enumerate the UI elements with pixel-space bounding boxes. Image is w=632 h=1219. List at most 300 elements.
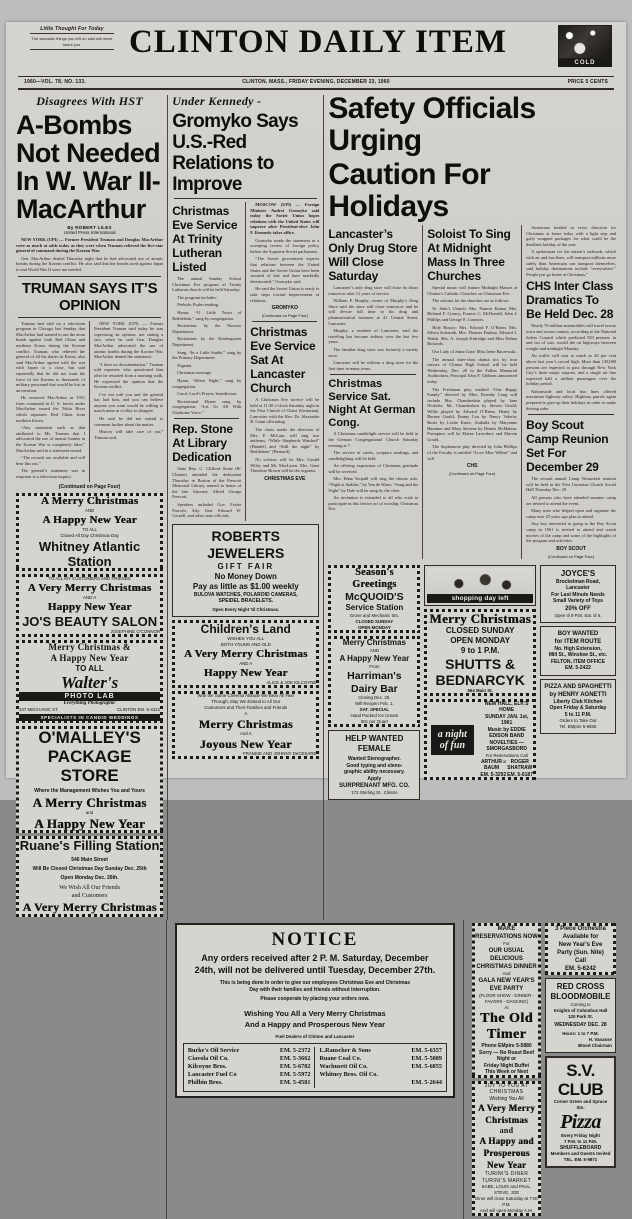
- col4-lede3: Nearly 76 million automobiles will travel across town and across country, according to the National Safety Council which predicted 550 persons, in and out of cars, would die on highways between tonight and midnight Monday.: [526, 323, 616, 351]
- oldtimer-line4: CHRISTMAS DINNER: [476, 964, 537, 971]
- col4-chs-headline: CHS Inter Class Dramatics To Be Held Dec. 28: [526, 279, 614, 322]
- svclub-pizza: Pizza: [560, 1110, 601, 1133]
- omalley-name1: O'MALLEY'S: [38, 728, 141, 748]
- newspaper-title: CLINTON DAILY ITEM: [128, 24, 508, 60]
- nof-line3: Music by EDDIE EDISON BAND: [487, 726, 526, 740]
- notice-line2: 24th, will not be delivered until Tuesday, December 27th.: [194, 965, 436, 976]
- fuel-dealers-left: [188, 1047, 311, 1088]
- orchestra-line5: Call: [575, 958, 587, 965]
- thought-title: Little Thought For Today: [40, 26, 104, 32]
- ad-3-piece-orchestra[interactable]: [545, 923, 616, 975]
- col4-scout-p1: The second annual Camp Wonackett reunion will be held in the First Unitarian Church Social Hall Thursday Dec. 29.: [526, 476, 616, 493]
- newspaper-sheet: [6, 22, 626, 1214]
- harriman-line3: A Happy New Year: [339, 654, 410, 664]
- ad-harrimans-dairy-bar[interactable]: [328, 636, 420, 727]
- column-3-4: [328, 93, 616, 920]
- col4-lede1: Americans headed in every direction for Christmas at home today with a light step and gaily wrapped packages for what could be the deadliest holiday of the year.: [526, 225, 616, 247]
- col2-sub1-p2: The program includes:: [177, 294, 217, 300]
- walters-line2: A Happy New Year: [50, 652, 129, 663]
- fuel-dealers-right: [319, 1047, 442, 1088]
- col2-sub1-p12: Carol; Lord’s Prayer; benediction.: [177, 391, 238, 397]
- dealer-phone: EM. 5-6357: [411, 1046, 442, 1054]
- ad-night-of-fun[interactable]: [424, 699, 536, 781]
- help-line3: Wanted Stenographer.: [347, 756, 401, 763]
- table-row: [319, 1047, 442, 1055]
- col3-subb-p4: Holy Rosary: Mrs. Edward F. O’Brien, Mrs. Edwin Solomith, Mrs. Thomas Paulino, Edward J. Walsh, Mrs. A. Joseph Kittredge and Miss Delma Richards.: [427, 324, 518, 347]
- oldtimer-line5: And: [502, 971, 511, 977]
- decesare-line1: With the Same Cheerful Attitude We Bear All Year: [197, 692, 295, 698]
- col3-a-div: [330, 374, 416, 375]
- ad-fuel-dealers-notice[interactable]: [175, 923, 455, 1098]
- col4-chs-jump: CHS: [466, 463, 478, 470]
- ad-walters-photo-lab[interactable]: [16, 640, 163, 724]
- col2-sub3-p3: No soloists will be Mrs. Gerald Wiley and Mr. MacLaren. Mrs. Gene Theodore Brown will be the organist.: [250, 457, 320, 474]
- col3-suba-p5: Lancaster will be without a drug store for the first time in many years.: [328, 360, 419, 371]
- table-row: [188, 1079, 311, 1087]
- omalley-line4: A Happy New Year: [34, 815, 146, 831]
- col3-subc-body: [328, 431, 418, 512]
- walters-line3: TO ALL: [75, 663, 104, 673]
- col3-suba-p1: Lancaster’s only drug store will close its doors tomorrow after 11 years of service.: [328, 285, 419, 296]
- dealer-name: Philbin Bros.: [187, 1079, 223, 1087]
- oldtimer-line2: For: [503, 941, 510, 947]
- pizzaspag-line4: Open Friday & Saturday: [549, 705, 607, 712]
- dealer-phone: EM. 5-4581: [279, 1079, 311, 1087]
- night-of-fun-badge: [427, 725, 477, 755]
- col2-sub3-body: [250, 397, 319, 474]
- col1-kicker: Disagrees With HST: [36, 94, 143, 108]
- orchestra-line6[interactable]: EM. 5-6242: [565, 966, 597, 973]
- col4-chs-jump2: (Continued on Page Four): [449, 471, 496, 477]
- decesare-line3: Customers and Their Families and Friends: [204, 704, 288, 710]
- thought-divider-2: [30, 49, 114, 50]
- nof-phone1[interactable]: EM. 5-3292: [480, 771, 507, 778]
- oldtimer-name: The Old Timer: [480, 1011, 533, 1043]
- boywanted-line1: BOY WANTED: [557, 630, 599, 637]
- folio-volume: 1960—VOL. 78. NO. 133.: [24, 79, 86, 85]
- redcross-line4: Knights of Columbus Hall: [553, 1008, 608, 1014]
- nof-or: or: [502, 758, 507, 764]
- col2-right-stack: [250, 202, 319, 521]
- col2-moscow-p4: He said the Soviet Union is ready to take steps toward improvement of relations.: [250, 286, 320, 303]
- orchestra-line2: Available for: [562, 934, 599, 941]
- boywanted-line5: FELTON, ITEM OFFICE: [550, 658, 605, 665]
- col2-sub3-p2: The choir, under the direction of Mrs. F. McLain, will sing two anthems, “While Shepherds Watched” (Handel) and “Still the night” by Bethlehem” (Bernard).: [250, 427, 320, 455]
- pizzaspag-line6: Orders to Take Out: [559, 718, 597, 724]
- col2-sub1-p7: Song, “In a Little Stable,” sung by the Primary Department.: [172, 349, 242, 361]
- ruane-name: Ruane's Filling Station: [19, 837, 160, 853]
- col4-lede2: A spokesman for the nation’s railroads, which with air and bus lines, will transport millions more safely than Americans can transport themselves, said holiday destinations include “everywhere.” People just go home at Christmas.”: [526, 249, 616, 277]
- col4-lede-body2: [526, 323, 616, 411]
- col1-p2: Gen. MacArthur denied Thursday night that he had advocated use of atomic bombs during the Korean conflict. He also said that the bombs used against Japan to end World War II were not needed.: [16, 255, 164, 272]
- night-of-fun-badge-text: [431, 725, 474, 755]
- omalley-line1: Where the Management Wishes You and Yours: [34, 788, 145, 795]
- col1-p6: “Any statement such as that attributed to Mr. Truman that I advocated the use of atomic bombs in the Korean War is completely false,” MacArthur said in a statement issued.: [16, 425, 86, 453]
- mcquoid-name: McQUOID'S: [345, 590, 404, 603]
- jos-line1: TO ALL MY CUSTOMERS AND FRIENDS: [48, 575, 131, 581]
- harriman-line1: Merry Christmas: [342, 638, 406, 648]
- thought-body: The sarcastic things you left un said will never haunt you.: [31, 36, 113, 47]
- night-of-fun-copy: [480, 701, 533, 779]
- walters-logo: Walter's: [60, 672, 119, 692]
- col2-left-stack: [172, 202, 241, 521]
- col4-scout-jump: BOY SCOUT: [556, 545, 586, 552]
- col3-suba-body: [328, 285, 418, 371]
- dealer-name: Lancaster Fuel Co: [187, 1071, 237, 1079]
- svclub-line3: SHUFFLEBOARD: [559, 1144, 602, 1151]
- ad-stack-4: [540, 562, 616, 804]
- little-thought-box: [26, 26, 118, 52]
- col4-scout-body: [526, 476, 616, 544]
- jos-line4: Happy New Year: [47, 600, 132, 613]
- main-headline-line2: Caution For Holidays: [328, 158, 491, 223]
- childrens-line1: WISHES YOU ALL: [227, 635, 265, 641]
- omalley-line3: and: [85, 809, 94, 815]
- fuel-dealers-table: [183, 1043, 447, 1092]
- col4-chs-p3: The Sophomore play directed by John Phillips of the Faculty is entitled “Love Miss Wilbur” and will: [427, 444, 518, 461]
- col2-sub1-p6: Recitations by the Kindergarten Department.: [172, 336, 242, 347]
- nightfun-line1: a night: [437, 728, 467, 740]
- whitney-line3: A Happy New Year: [42, 513, 137, 526]
- help-line5: graphic ability necessary.: [343, 769, 405, 776]
- col1-body-left: [16, 321, 85, 482]
- walters-tagline: Everything Photographic: [63, 700, 116, 706]
- oldtimer-line7: (FLOOR SHOW - DINNER - FAVORS - DANCING): [479, 993, 534, 1005]
- col4-chs-p1: The annual inter-class drama tics by four classes of Clinton High School will be held Wednesday, Dec. 28 in the Fallon Memorial Auditorium, Principal John F. Gibbons announced today.: [427, 356, 518, 384]
- dealer-phone: EM. 5-5972: [279, 1071, 311, 1079]
- col1-divider-2: [18, 317, 161, 318]
- boywanted-line3: No. High Extension,: [554, 645, 602, 652]
- ad-mcquoids-service-station[interactable]: [328, 565, 420, 634]
- harriman-name2: Dairy Bar: [351, 682, 398, 695]
- col2-divider-3: [252, 321, 317, 322]
- col3-suba-headline: Lancaster’s Only Drug Store Will Close Saturday: [328, 227, 418, 283]
- nof-line4: NOVELTIES — SMORGASBORD: [486, 739, 527, 753]
- dealer-name: L.Rauscher & Sons: [319, 1046, 371, 1054]
- ruane-line3: We Wish All Our Friends: [59, 885, 121, 892]
- oldtimer-line1: MAKE RESERVATIONS NOW: [475, 926, 538, 941]
- harriman-line2: AND: [369, 648, 380, 654]
- ad-stack-3a: [328, 562, 420, 804]
- svclub-address: Corner Green and Spruce Sts.: [553, 1098, 608, 1110]
- whitney-line1: A Merry Christmas: [40, 494, 139, 507]
- col2-sub3-headline: Christmas Eve Service Sat At Lancaster Church: [250, 325, 316, 396]
- ad-pizza-and-spaghetti[interactable]: [540, 679, 616, 735]
- col2-moscow-p1: MOSCOW (UPI) — Foreign Minister Andrei Gromyko said today the Soviet Union hopes relations with the United States will improve after President-elect John F. Kennedy takes office.: [250, 202, 320, 235]
- ad-omalleys-package-store[interactable]: [16, 726, 163, 833]
- col3-subb-p3: St. John’s Church: Mrs. Francis Keane, Mrs. Richard F. Conroy, Francis C. McDonald, John J. Phillips and George E. Connors.: [427, 305, 518, 322]
- col2-sub2-p2: Speakers included Gov. Foster Furcolo, Atty. Gen. Edward W. Cornell, and other state officials.: [172, 502, 242, 519]
- ad-boy-wanted-item-route[interactable]: [540, 626, 616, 676]
- ruane-line1: Will Be Closed Christmas Day Sunday Dec. 25th: [32, 866, 147, 873]
- redcross-line1: RED CROSS: [556, 982, 605, 992]
- walters-line1: Merry Christmas &: [48, 641, 131, 652]
- col4-lede4: Air traffic will soar to much as 20 per cent above last year’s record high. More than 130,000 persons are expected to pass through New York City’s three major airports, and a single air line expected half a million passengers over the holiday period.: [526, 353, 616, 387]
- col2-sub1-body: [172, 276, 241, 415]
- ad-help-wanted-female[interactable]: [328, 730, 420, 800]
- harriman-line8: Hand Packed Ice Cream: [350, 713, 399, 719]
- oldtimer-line9[interactable]: Phone EMpire 5-5880: [481, 1043, 532, 1050]
- col3-subb-p5: Our Lady of Jasna Gora: Miss Irene Baczewski.: [432, 348, 517, 354]
- santa-illustration-icon: [427, 568, 533, 594]
- decesare-line6: And A: [239, 730, 252, 736]
- turini-line4: and: [499, 1126, 514, 1136]
- shopping-days-caption: shopping day left: [427, 594, 533, 603]
- svclub-line5[interactable]: TEL. EM. 5-9871: [563, 1157, 598, 1163]
- roberts-line6: Open Every Night 'til Christmas.: [212, 606, 280, 612]
- col4-lede-body: [526, 225, 616, 277]
- mcquoid-line2: Greetings: [352, 578, 397, 590]
- redcross-line5: 120 Park St.: [568, 1014, 593, 1020]
- fuel-table-divider: [314, 1047, 315, 1088]
- nof-name1: ARTHUR BAUM: [480, 758, 503, 772]
- turini-line3: A Very Merry Christmas: [477, 1103, 536, 1126]
- jos-line3: AND A: [83, 594, 97, 600]
- joyces-addr1: Brockelman Road,: [556, 578, 600, 585]
- col2-sub1-p4: Hymn, “O Little Town of Bethlehem,” sung by congregation.: [172, 309, 242, 321]
- col2-kicker: Under Kennedy -: [172, 94, 262, 108]
- dealer-phone: EM. 5-3662: [279, 1054, 311, 1062]
- svclub-line2: 7 P.M. to 11 P.M.: [564, 1138, 598, 1144]
- redcross-line8: H. Vanasse: [588, 1036, 612, 1042]
- harriman-line5: Closing Dec. 25.: [358, 695, 391, 701]
- shutts-line4: 9 to 1 P.M.: [460, 645, 500, 655]
- ad-joyces[interactable]: [540, 565, 616, 623]
- joyces-name: JOYCE'S: [560, 568, 596, 578]
- col2-moscow-p3: “The Soviet government expects that relations between the United States and the Soviet Union have been strained of late and have markedly deteriorated,” Gromyko said.: [250, 256, 320, 284]
- col2-sub1-headline: Christmas Eve Service At Trinity Lutheran Listed: [172, 204, 238, 274]
- notice-line4: Day with their families and friends without interruption.: [249, 986, 381, 993]
- col3-suba-p3: Murphy, a resident of Lancaster, said the traveling has become tedious over the last few years.: [328, 328, 419, 345]
- boywanted-line2: for ITEM ROUTE: [554, 638, 602, 645]
- dealer-name: Wachusett Oil Co.: [319, 1063, 368, 1070]
- harriman-line9: 80c per Quart: [360, 719, 388, 725]
- masthead: [6, 22, 626, 74]
- whitney-name: Whitney Atlantic Station: [38, 538, 141, 569]
- col1-divider: [18, 276, 161, 277]
- svclub-line4: Members and Guests Invited: [550, 1151, 611, 1157]
- shutts-line1: Merry Christmas: [429, 610, 531, 626]
- folio-price: PRICE 5 CENTS: [567, 79, 608, 85]
- pizzaspag-line5: 5 to 11 P.M.: [564, 711, 592, 718]
- ad-shutts-bednarcyk[interactable]: [424, 609, 536, 696]
- joyces-line1: For Last Minute Needs: [551, 591, 605, 598]
- help-company: SURPRENANT MFG. CO.: [339, 783, 410, 790]
- col1-byline-org: United Press International: [63, 230, 116, 235]
- col1-p8: The general’s statement was in response to a television inquiry.: [16, 468, 86, 479]
- pizzaspag-line7[interactable]: Tel. EMpire 5-9836: [559, 724, 597, 730]
- col2-christmas-eve-note: CHRISTMAS EVE: [264, 475, 306, 482]
- ad-red-cross-bloodmobile[interactable]: [545, 978, 616, 1053]
- help-address: 172 Sterling St., Clinton: [351, 790, 398, 796]
- ad-turinis[interactable]: [472, 1081, 541, 1217]
- col1-p3: Truman had said on a television program in Chicago last Sunday that MacArthur had wanted to use the atom bomb against both Red China and northern Korea during the Korean conflict. Truman, who relieved the general of all his duties in Korea, also said MacArthur agreed with the war with Japan to a close, but said repeatedly that he did not want the force of the Korean to thousands of military personnel that would be lost in an invasion.: [16, 320, 86, 393]
- ad-ruanes-filling-station[interactable]: [16, 836, 163, 918]
- notice-line7: And a Happy and Prosperous New Year: [244, 1019, 386, 1029]
- table-row: [188, 1047, 311, 1055]
- col4-scout-p2: All persons who have attended summer camp are invited to attend the event.: [526, 495, 616, 506]
- ad-whitney-atlantic[interactable]: [16, 493, 163, 571]
- col3-subc-p1: A Christmas candlelight service will be held in the German Congregational Church Saturday evening at 7.: [328, 431, 419, 448]
- ruane-line2: Open Monday Dec. 26th.: [60, 874, 119, 881]
- childrens-line3: A Very Merry Christmas: [183, 647, 308, 660]
- omalley-name2: PACKAGE STORE: [47, 747, 132, 786]
- dealer-phone: EM. 5-2644: [411, 1079, 442, 1087]
- walters-phone: CLINTON EM. 5-4321: [117, 707, 161, 713]
- col4-scout-p3: Many men who helped open and organize the camp over 25 years ago plan to attend.: [526, 508, 616, 519]
- col2-jump-cont: (Continued on Page Four): [261, 313, 308, 319]
- col1-sub-p2: “I have no documentation,” Truman told reporters who questioned him after he returned from a morning walk. He expressed the opinion that the Korean conflict.: [94, 361, 164, 390]
- harriman-line4: From: [369, 664, 380, 670]
- turini-owners: BABE, LOUIS and PAUL, STEVE, JOE: [481, 1184, 532, 1196]
- harriman-name: Harriman's: [347, 670, 402, 683]
- folio-dateline: CLINTON, MASS., FRIDAY EVENING, DECEMBER 23, 1960: [242, 79, 390, 85]
- dealer-name: Ruane Coal Co.: [319, 1054, 362, 1062]
- joyces-addr2: Lancaster: [566, 585, 590, 592]
- weather-cut: [558, 25, 612, 67]
- lower-band: [6, 920, 626, 1219]
- col4-scout-headline: Boy Scout Camp Reunion Set For December 29: [526, 418, 609, 475]
- mcquoid-name2: Service Station: [345, 603, 404, 613]
- harriman-line6: Will Reopen Feb. 1.: [355, 701, 394, 707]
- nightfun-line2: of fun: [439, 739, 466, 751]
- col1-sub-p5: History will take care of our,” Truman said.: [94, 429, 164, 440]
- col3-subb-headline: Soloist To Sing At Midnight Mass In Three Churches: [427, 227, 511, 283]
- main-headline-line1: Safety Officials Urging: [328, 92, 536, 157]
- subcol-a: [328, 225, 418, 559]
- col3-suba-p2: William P. Murphy, owner of Murphy’s Drug Store said the store will close tomorrow and he will devote full time to his drug and pharmaceutical business at 41 Central Street, Lancaster.: [328, 298, 419, 326]
- childrens-line4: AND A: [239, 660, 253, 666]
- pizzaspag-line1: PIZZA AND SPAGHETTI: [544, 683, 612, 690]
- col1-p5: He removed MacArthur in 1951 from command in U. S. forces under MacArthur issued the Tokio River which separates Red China from northern Korea.: [16, 395, 86, 423]
- col2-moscow-body: [250, 202, 319, 303]
- ad-childrens-land[interactable]: [172, 620, 319, 688]
- notice-line6: Wishing You All a Very Merry Christmas: [244, 1008, 386, 1018]
- childrens-name: Children's Land: [200, 621, 291, 636]
- notice-title: NOTICE: [271, 929, 359, 951]
- col4-lede5: Nationwide and local bus lines offered maximum highway safety. Highway patrols again prepared to give up their holidays in order to make driving safer.: [526, 388, 616, 411]
- ad-old-timer[interactable]: [472, 923, 541, 1078]
- roberts-line1: GIFT FAIR: [217, 561, 275, 571]
- col1-body-right: [94, 321, 163, 482]
- ad-stack-3b: [424, 562, 536, 804]
- nof-line2: SUNDAY JAN. 1st, 1961: [485, 713, 529, 727]
- turini-line7: And will open Monday A.M.: [480, 1208, 533, 1214]
- roberts-line2: No Money Down: [214, 571, 277, 581]
- col3-subc-p5: An invitation is extended to all who wish to participate in this festive act of worship, Christmas Eve.: [328, 495, 419, 512]
- roberts-name: ROBERTS JEWELERS: [207, 527, 285, 561]
- walters-contact: [19, 707, 160, 713]
- col4-chs-p2: The Freshman play entitled “One Happy Family” directed by Miss Dorothy Long will include Mrs. Chamberlain played by Jane Nickolis; Mr. Chamberlain by Steven Gould; Willie played by Edward O’Brien; Henry by Barney Gould; Emmy Lou by Nancy Valerio; Rosie by Leslie Kurtz; Araballa by Maryanne Hammer and Mary Stevens by Dennis McMahon. Prompters will be Elaine Laverdure and Marvin Gould.: [427, 386, 518, 442]
- subcol-c: [526, 225, 616, 559]
- weather-caption: COLD: [558, 59, 612, 67]
- notice-line8: Fuel Dealers of Clinton and Lancaster: [275, 1033, 355, 1039]
- shutts-address: 564 Main St.: [467, 687, 493, 693]
- dealer-phone: EM. 5-6055: [411, 1063, 442, 1070]
- col2-sub1-p1: The annual Sunday School Christmas Eve program of Trinity Lutheran church will be held Saturday.: [172, 276, 242, 293]
- mcquoid-line4: OPEN MONDAY: [357, 625, 391, 631]
- col3-subc-headline: Christmas Service Sat. Night At German Cong.: [328, 378, 416, 430]
- col2-jump-label: GROMYKO: [271, 305, 299, 312]
- mcquoid-line3: CLOSED SUNDAY: [355, 619, 394, 625]
- mcquoid-address: Grove and Mechanic Sts.: [349, 613, 400, 619]
- shutts-line2: CLOSED SUNDAY: [445, 625, 515, 635]
- col2-sub2-p1: State Rep. C. Clifford Stone (R-Clinton) attended the dedication Thursday in Boston of the Prescott Memorial Library, named in honor of the late Attorney Alfred George Prescott.: [172, 466, 242, 500]
- col2-sub1-p14: Recessional Hymn sung by congregation, “Let Us All With Gladsome Voice.”: [172, 398, 242, 415]
- shutts-name: SHUTTS & BEDNARCYK: [435, 655, 525, 688]
- ad-sv-club[interactable]: [545, 1056, 616, 1169]
- turini-name1: TURINI'S DINER: [484, 1171, 529, 1178]
- joyces-line4: Open til 9 P.M. Sat. til 6.: [554, 612, 602, 618]
- column-1: [16, 93, 163, 920]
- shutts-line3: OPEN MONDAY: [450, 635, 511, 645]
- roberts-line4: BULOVA WATCHES, POLAROID CAMERAS,: [193, 591, 298, 598]
- dealer-phone: EM. 5-5089: [411, 1054, 442, 1062]
- svclub-line1: Every Friday Night: [561, 1132, 600, 1138]
- pizzaspag-line3: Liberty Club Kitchen: [553, 698, 603, 705]
- turini-line6: Diner will close Saturday at 7:00 P.M.: [475, 1196, 538, 1208]
- orchestra-line4: Party (Sun. Nite): [557, 950, 604, 957]
- dealer-phone: EM. 5-6702: [279, 1063, 311, 1070]
- col2-sub1-p9: Christmas message.: [177, 370, 213, 376]
- decesare-line5: Merry Christmas: [198, 716, 293, 731]
- col2-sub2-headline: Rep. Stone At Library Dedication: [172, 422, 233, 465]
- ad-decesare-greeting[interactable]: [172, 691, 319, 759]
- ruane-line5: A Very Merry Christmas: [22, 900, 157, 915]
- help-line2: FEMALE: [357, 744, 391, 754]
- orchestra-line3: New Year's Eve: [558, 942, 603, 949]
- roberts-line3: Pay as little as $1.00 weekly: [192, 581, 299, 591]
- ad-roberts-jewelers[interactable]: [172, 524, 319, 617]
- ad-jos-beauty-salon[interactable]: [16, 574, 163, 637]
- notice-line1: Any orders received after 2 P. M. Saturday, December: [201, 953, 429, 964]
- omalley-line2: A Merry Christmas: [32, 794, 147, 810]
- col1-sub-p1: NEW YORK (UPI) — Former President Truman said today he was expressing an opinion, not stating a fact, when he said Gen. Douglas MacArthur advocated the use of atomic bombs during the Korean War. MacArthur denied the statement.: [94, 320, 164, 360]
- ruane-address: 546 Main Street: [71, 856, 108, 863]
- redcross-line2: BLOODMOBILE: [550, 992, 611, 1002]
- col4-scout-p4: Any boy interested in going to the Boy Scout camp in 1961 is invited to attend and watch movies of the camp and some of the highlights of the program and activities.: [526, 521, 616, 544]
- col1-headline: A-Bombs Not Needed In W. War II-MacArthur: [16, 110, 161, 224]
- lower-ads-left: [472, 920, 541, 1219]
- childrens-line5: Happy New Year: [203, 666, 288, 679]
- decesare-line4: A: [244, 710, 248, 716]
- col4-chs-body: [427, 357, 517, 462]
- page-columns: [6, 90, 626, 920]
- column-rule-1: [167, 95, 168, 920]
- nof-line5: For Reservations Call: [485, 752, 528, 758]
- boywanted-line6[interactable]: EM. 5-2422: [565, 665, 591, 672]
- whitney-line2: AND: [84, 507, 95, 513]
- col4-div: [528, 414, 614, 415]
- help-line6: Apply: [367, 775, 382, 782]
- redcross-line9: Blood Chairman: [578, 1042, 612, 1048]
- col3-subb-p1: Special music will feature Midnight Masses at Clinton’s Catholic Churches on Christmas Eve.: [427, 285, 518, 296]
- nof-phone2[interactable]: EM. 5-6187: [507, 771, 533, 778]
- svclub-name: S.V. CLUB: [557, 1060, 604, 1099]
- oldtimer-line6: GALA NEW YEAR'S EVE PARTY: [478, 978, 535, 993]
- dealer-phone: EM. 5-2372: [279, 1046, 311, 1054]
- turini-line1: JOY TO YOU AT CHRISTMAS: [484, 1082, 529, 1096]
- joyces-line3: 20% OFF: [565, 605, 591, 612]
- col3-subc-p2: The service of carols, scripture readings, and candlelighting will be held.: [328, 450, 419, 461]
- oldtimer-line10: Sorry — No Roast Beef Night or: [479, 1049, 535, 1063]
- nof-line1: NEW HALL, ELK'S HOME: [484, 700, 529, 714]
- col1-jump-line: (Continued on Page Four): [58, 483, 121, 490]
- col1-body: [16, 237, 163, 273]
- notice-block: [175, 920, 455, 1219]
- table-row: [319, 1063, 442, 1071]
- table-row: [188, 1063, 311, 1071]
